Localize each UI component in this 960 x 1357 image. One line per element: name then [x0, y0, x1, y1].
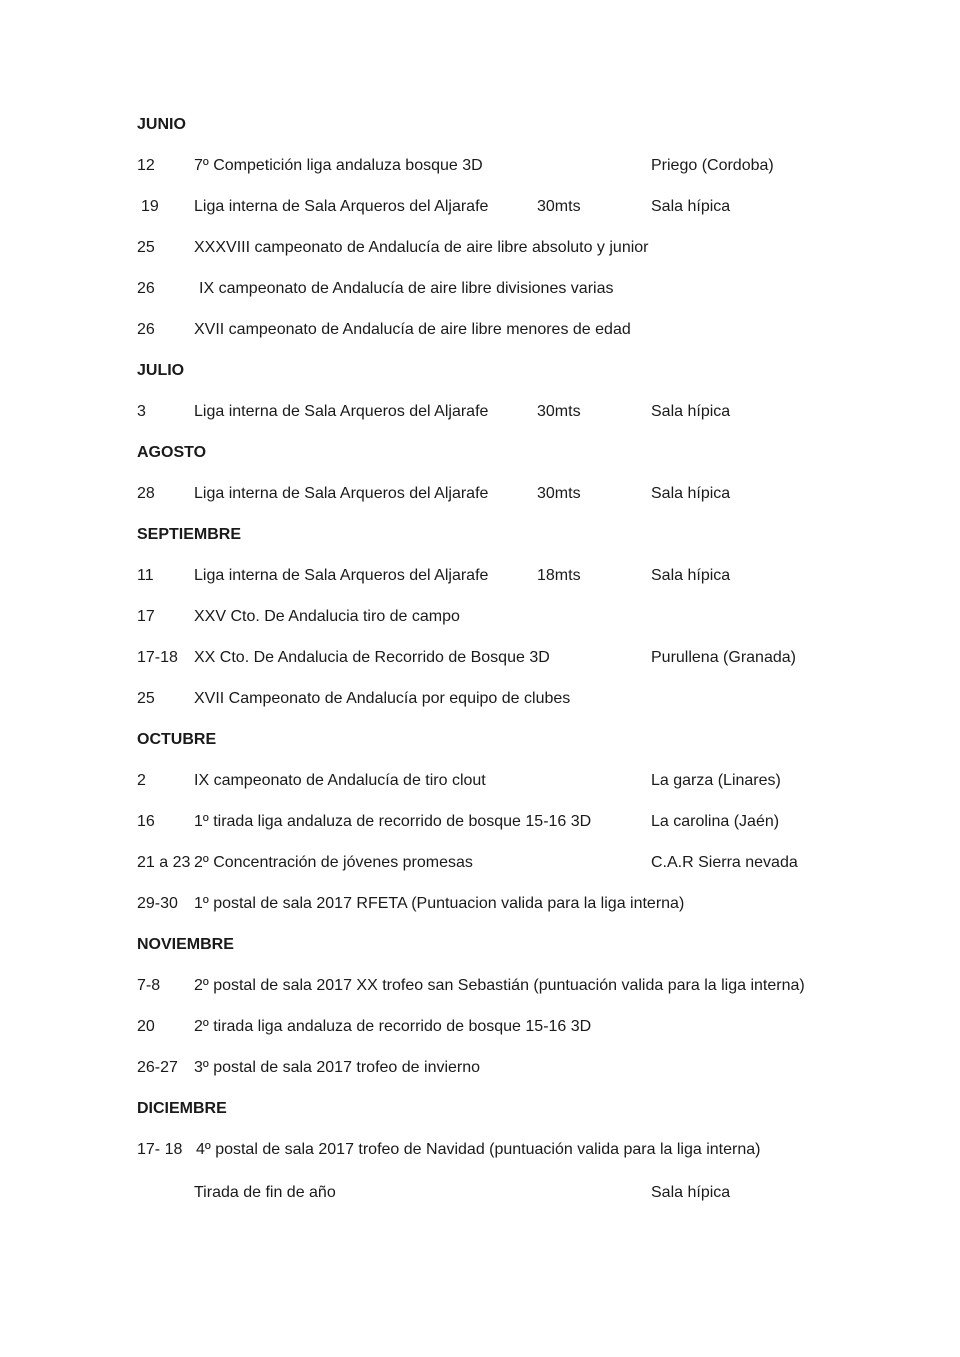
event-row — [0, 606, 960, 628]
event-row — [0, 1139, 960, 1161]
event-date: 28 — [137, 485, 155, 502]
event-title: IX campeonato de Andalucía de tiro clout — [194, 772, 486, 789]
event-date: 17-18 — [137, 649, 178, 666]
event-title: 1º postal de sala 2017 RFETA (Puntuacion valida para la liga interna) — [194, 895, 685, 912]
event-date: 21 a 23 — [137, 854, 191, 871]
event-title: Liga interna de Sala Arqueros del Aljarafe — [194, 485, 489, 502]
event-date: 29-30 — [137, 895, 178, 912]
month-heading-octubre: OCTUBRE — [137, 731, 217, 748]
event-location: La carolina (Jaén) — [651, 813, 780, 830]
month-heading-septiembre: SEPTIEMBRE — [137, 526, 242, 543]
event-row — [0, 1016, 960, 1038]
event-title: 1º tirada liga andaluza de recorrido de bosque 15-16 3D — [194, 813, 592, 830]
event-date: 11 — [137, 567, 154, 584]
event-date: 25 — [137, 239, 155, 256]
event-date: 12 — [137, 157, 155, 174]
event-distance: 30mts — [537, 198, 581, 215]
event-distance: 30mts — [537, 485, 581, 502]
event-location: Purullena (Granada) — [651, 649, 796, 666]
event-date: 20 — [137, 1018, 155, 1035]
event-title: Liga interna de Sala Arqueros del Aljarafe — [194, 198, 489, 215]
event-title: XX Cto. De Andalucia de Recorrido de Bosque 3D — [194, 649, 550, 666]
event-date: 2 — [137, 772, 146, 789]
event-row — [0, 196, 960, 218]
event-row — [0, 483, 960, 505]
month-heading-agosto: AGOSTO — [137, 444, 207, 461]
event-row — [0, 1182, 960, 1204]
event-location: Sala hípica — [651, 403, 731, 420]
event-row — [0, 1057, 960, 1079]
event-date: 26-27 — [137, 1059, 178, 1076]
month-heading-julio: JULIO — [137, 362, 185, 379]
event-title: XXXVIII campeonato de Andalucía de aire libre absoluto y junior — [194, 239, 649, 256]
event-title: Liga interna de Sala Arqueros del Aljarafe — [194, 403, 489, 420]
event-date: 19 — [141, 198, 159, 215]
event-location: Sala hípica — [651, 198, 731, 215]
event-date: 26 — [137, 321, 155, 338]
event-date: 7-8 — [137, 977, 161, 994]
event-row — [0, 237, 960, 259]
event-location: Sala hípica — [651, 1184, 731, 1201]
event-row — [0, 565, 960, 587]
event-row — [0, 893, 960, 915]
event-date: 26 — [137, 280, 155, 297]
event-title: 2º Concentración de jóvenes promesas — [194, 854, 473, 871]
event-location: C.A.R Sierra nevada — [651, 854, 798, 871]
event-title: 7º Competición liga andaluza bosque 3D — [194, 157, 483, 174]
event-row — [0, 401, 960, 423]
event-title: XXV Cto. De Andalucia tiro de campo — [194, 608, 460, 625]
event-distance: 18mts — [537, 567, 581, 584]
event-date: 17 — [137, 608, 155, 625]
event-title: 3º postal de sala 2017 trofeo de invierno — [194, 1059, 481, 1076]
month-heading-junio: JUNIO — [137, 116, 186, 133]
event-row — [0, 319, 960, 341]
event-date: 3 — [137, 403, 146, 420]
event-row — [0, 770, 960, 792]
event-location: Sala hípica — [651, 485, 731, 502]
event-title: IX campeonato de Andalucía de aire libre divisiones varias — [199, 280, 614, 297]
event-distance: 30mts — [537, 403, 581, 420]
event-row — [0, 155, 960, 177]
event-date: 16 — [137, 813, 155, 830]
event-row — [0, 647, 960, 669]
event-title: XVII Campeonato de Andalucía por equipo de clubes — [194, 690, 571, 707]
event-row — [0, 688, 960, 710]
event-row — [0, 975, 960, 997]
month-heading-diciembre: DICIEMBRE — [137, 1100, 227, 1117]
event-date: 25 — [137, 690, 155, 707]
event-date: 17- 18 — [137, 1141, 183, 1158]
event-location: Sala hípica — [651, 567, 731, 584]
event-title: Tirada de fin de año — [194, 1184, 336, 1201]
event-row — [0, 811, 960, 833]
event-location: La garza (Linares) — [651, 772, 781, 789]
month-heading-noviembre: NOVIEMBRE — [137, 936, 234, 953]
event-title: Liga interna de Sala Arqueros del Aljarafe — [194, 567, 489, 584]
event-title: XVII campeonato de Andalucía de aire libre menores de edad — [194, 321, 631, 338]
event-row — [0, 852, 960, 874]
event-title: 2º tirada liga andaluza de recorrido de bosque 15-16 3D — [194, 1018, 592, 1035]
event-location: Priego (Cordoba) — [651, 157, 774, 174]
event-title: 2º postal de sala 2017 XX trofeo san Sebastián (puntuación valida para la liga interna) — [194, 977, 805, 994]
event-row — [0, 278, 960, 300]
event-title: 4º postal de sala 2017 trofeo de Navidad (puntuación valida para la liga interna) — [196, 1141, 761, 1158]
